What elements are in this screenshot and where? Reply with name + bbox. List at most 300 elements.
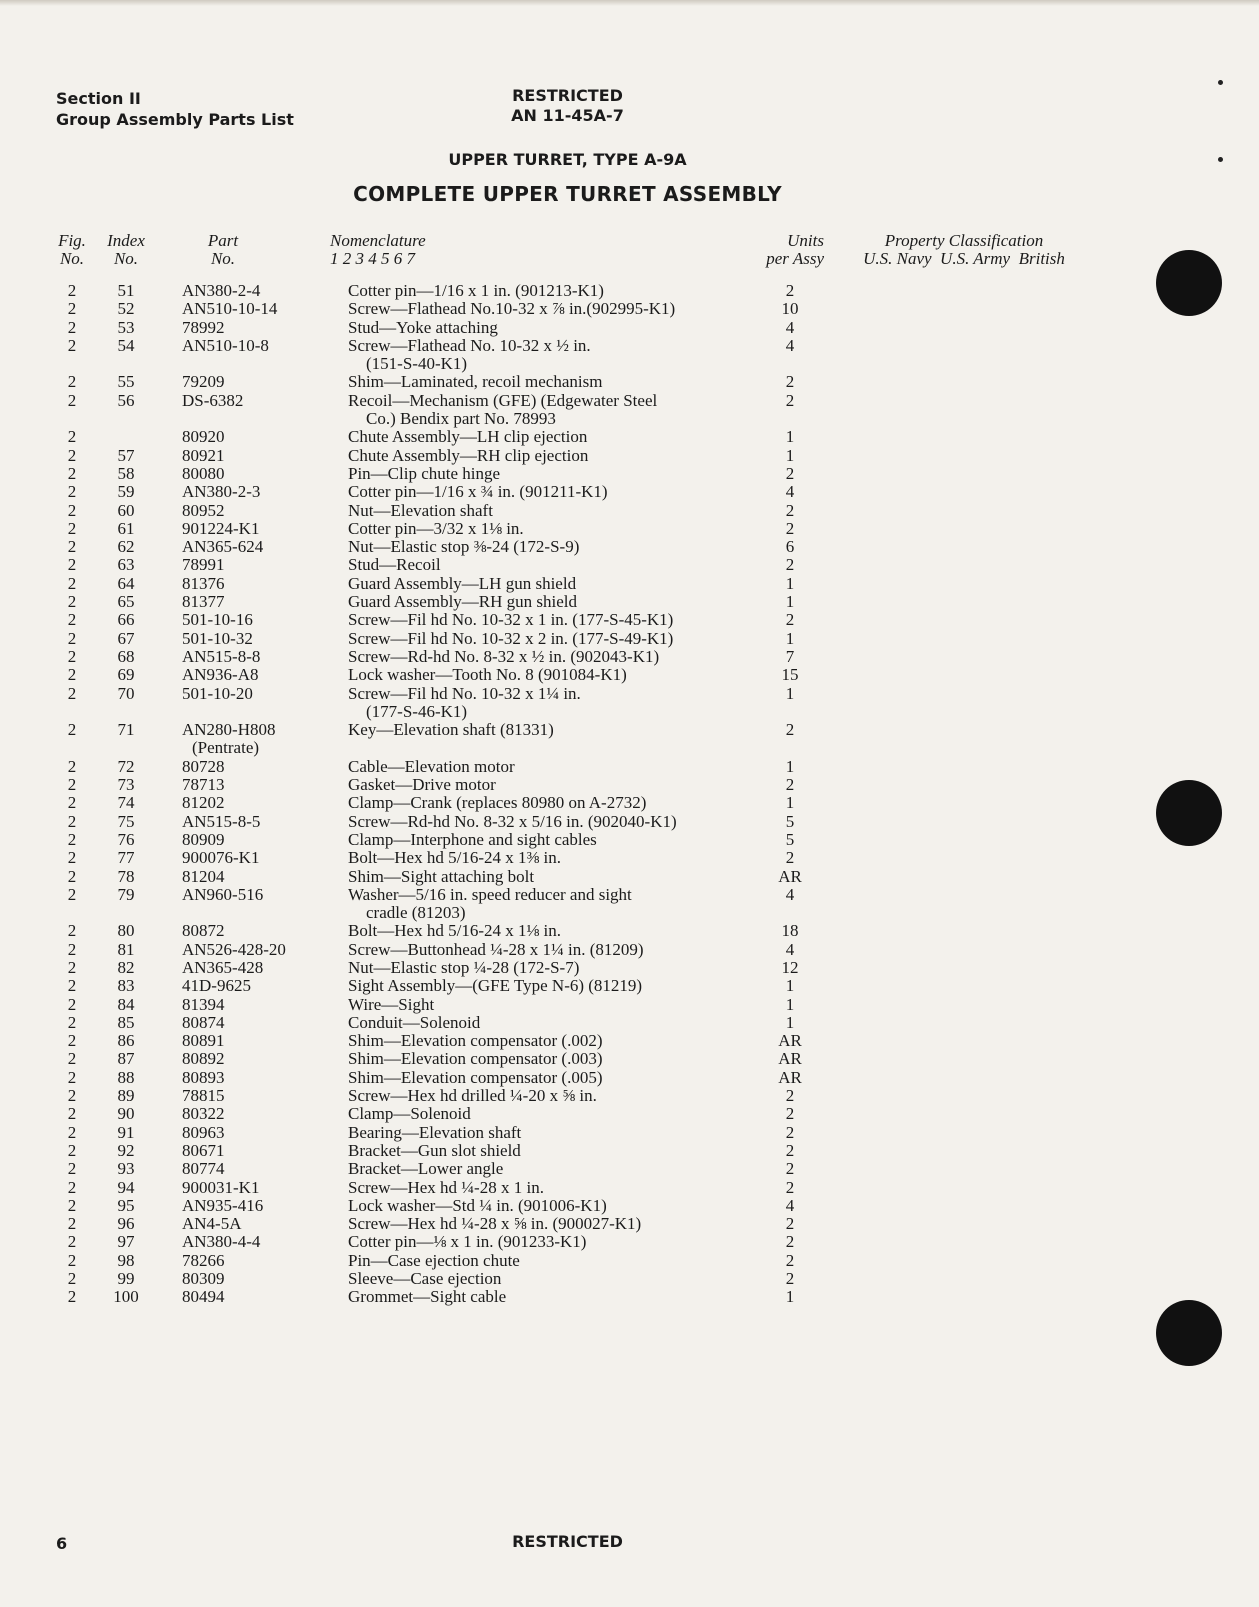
cell-index-no: 54	[117, 335, 135, 355]
cell-index-no: 71	[117, 720, 135, 740]
cell-nomenclature: Screw—Rd-hd No. 8-32 x ½ in. (902043-K1)	[348, 646, 660, 666]
cell-index-no: 60	[117, 500, 135, 520]
table-row	[0, 593, 1259, 611]
cell-index-no: 57	[117, 445, 135, 465]
cell-units-per-assy: 2	[785, 1177, 795, 1197]
table-row	[0, 996, 1259, 1014]
cell-part-no: AN960-516	[182, 884, 264, 904]
cell-part-no: 80909	[182, 829, 225, 849]
cell-units-per-assy: 4	[785, 482, 795, 502]
cell-nomenclature: Grommet—Sight cable	[348, 1287, 507, 1307]
cell-fig-no: 2	[67, 1232, 77, 1252]
cell-index-no: 53	[117, 317, 135, 337]
table-row	[0, 319, 1259, 337]
cell-nomenclature: Pin—Case ejection chute	[348, 1250, 520, 1270]
table-row	[0, 721, 1259, 758]
cell-part-no: 80891	[182, 1031, 225, 1051]
cell-fig-no: 2	[67, 573, 77, 593]
cell-nomenclature: Chute Assembly—LH clip ejection	[348, 427, 588, 447]
cell-nomenclature: Clamp—Solenoid	[348, 1104, 471, 1124]
cell-fig-no: 2	[67, 1287, 77, 1307]
cell-index-no: 78	[117, 866, 135, 886]
cell-part-no: 78991	[182, 555, 225, 575]
group-label: Group Assembly Parts List	[56, 110, 294, 129]
cell-index-no: 92	[117, 1140, 135, 1160]
cell-part-no: AN936-A8	[182, 665, 259, 685]
cell-fig-no: 2	[67, 1122, 77, 1142]
cell-nomenclature: Sight Assembly—(GFE Type N-6) (81219)	[348, 976, 643, 996]
cell-fig-no: 2	[67, 720, 77, 740]
page-number: 6	[56, 1534, 68, 1553]
page-top-edge	[0, 0, 1259, 6]
cell-index-no: 91	[117, 1122, 135, 1142]
cell-index-no: 88	[117, 1067, 135, 1087]
cell-index-no: 77	[117, 848, 135, 868]
table-row	[0, 630, 1259, 648]
cell-part-no: AN380-2-4	[182, 281, 261, 300]
cell-units-per-assy: 1	[785, 1287, 795, 1307]
cell-units-per-assy: 2	[785, 1140, 795, 1160]
cell-nomenclature: Screw—Buttonhead ¼-28 x 1¼ in. (81209)	[348, 939, 644, 959]
cell-index-no: 81	[117, 939, 135, 959]
cell-part-no: 80892	[182, 1049, 225, 1069]
cell-fig-no: 2	[67, 665, 77, 685]
table-row	[0, 1014, 1259, 1032]
cell-fig-no: 2	[67, 1049, 77, 1069]
cell-index-no: 97	[117, 1232, 135, 1252]
cell-fig-no: 2	[67, 866, 77, 886]
cell-part-no: 81394	[182, 994, 225, 1014]
table-row	[0, 556, 1259, 574]
cell-units-per-assy: 1	[785, 427, 795, 447]
cell-fig-no: 2	[67, 775, 77, 795]
cell-nomenclature: Cable—Elevation motor	[348, 756, 515, 776]
cell-index-no: 86	[117, 1031, 135, 1051]
table-row	[0, 1124, 1259, 1142]
cell-nomenclature: Bolt—Hex hd 5/16-24 x 1⅛ in.	[348, 921, 561, 941]
column-header-units	[740, 232, 824, 268]
cell-fig-no: 2	[67, 427, 77, 447]
cell-nomenclature-continued: Co.) Bendix part No. 78993	[366, 409, 556, 429]
table-row	[0, 1215, 1259, 1233]
cell-nomenclature: Screw—Fil hd No. 10-32 x 2 in. (177-S-49-K1)	[348, 628, 674, 648]
cell-fig-no: 2	[67, 518, 77, 538]
cell-nomenclature: Screw—Hex hd ¼-28 x ⅝ in. (900027-K1)	[348, 1214, 642, 1234]
cell-fig-no: 2	[67, 1067, 77, 1087]
cell-nomenclature: Screw—Hex hd drilled ¼-20 x ⅝ in.	[348, 1086, 597, 1106]
cell-nomenclature: Gasket—Drive motor	[348, 775, 496, 795]
cell-units-per-assy: 2	[785, 775, 795, 795]
cell-units-per-assy: 2	[785, 463, 795, 483]
cell-nomenclature: Chute Assembly—RH clip ejection	[348, 445, 589, 465]
cell-nomenclature: Cotter pin—1/16 x 1 in. (901213-K1)	[348, 281, 604, 300]
cell-fig-no: 2	[67, 811, 77, 831]
cell-units-per-assy: AR	[778, 1067, 802, 1087]
cell-nomenclature: Screw—Fil hd No. 10-32 x 1¼ in.	[348, 683, 581, 703]
cell-index-no: 93	[117, 1159, 135, 1179]
column-header-units-line2: per Assy	[766, 249, 824, 268]
cell-part-no: 78992	[182, 317, 225, 337]
table-row	[0, 1069, 1259, 1087]
table-row	[0, 447, 1259, 465]
cell-units-per-assy: 2	[785, 1086, 795, 1106]
table-row	[0, 1142, 1259, 1160]
cell-part-no: 80921	[182, 445, 225, 465]
table-row	[0, 648, 1259, 666]
cell-units-per-assy: 2	[785, 1214, 795, 1234]
column-header-nomenclature-line2: 1 2 3 4 5 6 7	[330, 249, 415, 268]
cell-units-per-assy: 1	[785, 976, 795, 996]
table-row	[0, 1252, 1259, 1270]
table-row	[0, 941, 1259, 959]
cell-units-per-assy: 2	[785, 610, 795, 630]
cell-fig-no: 2	[67, 683, 77, 703]
cell-nomenclature: Guard Assembly—RH gun shield	[348, 592, 578, 612]
cell-units-per-assy: 15	[781, 665, 799, 685]
cell-part-no: 80309	[182, 1269, 225, 1289]
cell-units-per-assy: 1	[785, 793, 795, 813]
cell-part-no: AN515-8-5	[182, 811, 261, 831]
cell-fig-no: 2	[67, 628, 77, 648]
cell-fig-no: 2	[67, 610, 77, 630]
cell-nomenclature: Cotter pin—⅛ x 1 in. (901233-K1)	[348, 1232, 587, 1252]
cell-nomenclature: Nut—Elastic stop ¼-28 (172-S-7)	[348, 957, 580, 977]
cell-part-no: 80080	[182, 463, 225, 483]
table-row	[0, 392, 1259, 429]
cell-nomenclature: Lock washer—Tooth No. 8 (901084-K1)	[348, 665, 627, 685]
cell-fig-no: 2	[67, 1269, 77, 1289]
cell-units-per-assy: AR	[778, 1031, 802, 1051]
column-header-part-line2: No.	[210, 249, 236, 268]
cell-part-no: AN510-10-14	[182, 299, 278, 319]
cell-units-per-assy: 6	[785, 537, 795, 557]
cell-fig-no: 2	[67, 537, 77, 557]
binder-hole-bottom	[1156, 1300, 1222, 1366]
cell-fig-no: 2	[67, 1159, 77, 1179]
cell-part-no: AN510-10-8	[182, 335, 269, 355]
cell-index-no: 63	[117, 555, 135, 575]
cell-nomenclature: Stud—Yoke attaching	[348, 317, 498, 337]
cell-fig-no: 2	[67, 1214, 77, 1234]
cell-index-no: 72	[117, 756, 135, 776]
column-header-property-line2: U.S. Navy U.S. Army British	[863, 249, 1065, 268]
cell-nomenclature: Screw—Fil hd No. 10-32 x 1 in. (177-S-45-K1)	[348, 610, 674, 630]
cell-part-no: AN380-2-3	[182, 482, 261, 502]
column-header-nomenclature-line1: Nomenclature	[330, 231, 426, 250]
cell-part-no: AN380-4-4	[182, 1232, 261, 1252]
cell-part-no: 81202	[182, 793, 225, 813]
cell-units-per-assy: 1	[785, 573, 795, 593]
cell-part-no: 80671	[182, 1140, 225, 1160]
cell-part-no: 80774	[182, 1159, 225, 1179]
cell-part-no: AN280-H808	[182, 720, 276, 740]
cell-index-no: 61	[117, 518, 135, 538]
cell-units-per-assy: 2	[785, 1250, 795, 1270]
cell-units-per-assy: 2	[785, 390, 795, 410]
table-row	[0, 373, 1259, 391]
cell-index-no: 87	[117, 1049, 135, 1069]
cell-index-no: 76	[117, 829, 135, 849]
cell-index-no: 67	[117, 628, 135, 648]
table-row	[0, 666, 1259, 684]
cell-units-per-assy: 7	[785, 646, 795, 666]
cell-units-per-assy: 1	[785, 592, 795, 612]
cell-units-per-assy: 2	[785, 372, 795, 392]
table-row	[0, 849, 1259, 867]
cell-part-no: 501-10-32	[182, 628, 253, 648]
table-row	[0, 300, 1259, 318]
cell-part-no: 80920	[182, 427, 225, 447]
cell-part-no: 41D-9625	[182, 976, 251, 996]
cell-units-per-assy: 1	[785, 994, 795, 1014]
column-header-nomenclature	[330, 232, 426, 268]
cell-index-no: 69	[117, 665, 135, 685]
cell-part-no-note: (Pentrate)	[192, 738, 260, 758]
column-header-part	[196, 232, 250, 268]
cell-index-no: 51	[117, 281, 135, 300]
table-row	[0, 1105, 1259, 1123]
column-header-fig-line1: Fig.	[58, 231, 86, 250]
cell-units-per-assy: 2	[785, 281, 795, 300]
cell-fig-no: 2	[67, 1104, 77, 1124]
cell-fig-no: 2	[67, 482, 77, 502]
cell-part-no: 78713	[182, 775, 225, 795]
table-row	[0, 1179, 1259, 1197]
cell-fig-no: 2	[67, 445, 77, 465]
cell-part-no: 80874	[182, 1012, 225, 1032]
cell-part-no: 81376	[182, 573, 225, 593]
cell-units-per-assy: 2	[785, 518, 795, 538]
cell-fig-no: 2	[67, 976, 77, 996]
cell-part-no: 80872	[182, 921, 225, 941]
cell-units-per-assy: 4	[785, 884, 795, 904]
cell-nomenclature: Lock washer—Std ¼ in. (901006-K1)	[348, 1195, 607, 1215]
cell-part-no: 80494	[182, 1287, 225, 1307]
cell-nomenclature: Screw—Flathead No.10-32 x ⅞ in.(902995-K1)	[348, 299, 676, 319]
cell-fig-no: 2	[67, 500, 77, 520]
cell-index-no: 80	[117, 921, 135, 941]
cell-nomenclature: Key—Elevation shaft (81331)	[348, 720, 554, 740]
cell-nomenclature: Bracket—Gun slot shield	[348, 1140, 521, 1160]
cell-fig-no: 2	[67, 1140, 77, 1160]
table-row	[0, 465, 1259, 483]
cell-nomenclature: Pin—Clip chute hinge	[348, 463, 501, 483]
cell-part-no: 80952	[182, 500, 225, 520]
cell-units-per-assy: 2	[785, 720, 795, 740]
cell-part-no: AN365-624	[182, 537, 264, 557]
cell-index-no: 84	[117, 994, 135, 1014]
cell-index-no: 70	[117, 683, 135, 703]
cell-index-no: 55	[117, 372, 135, 392]
cell-fig-no: 2	[67, 592, 77, 612]
cell-nomenclature: Cotter pin—3/32 x 1⅛ in.	[348, 518, 524, 538]
cell-fig-no: 2	[67, 848, 77, 868]
cell-nomenclature-continued: cradle (81203)	[366, 903, 466, 923]
cell-part-no: 900031-K1	[182, 1177, 260, 1197]
cell-units-per-assy: 2	[785, 848, 795, 868]
cell-fig-no: 2	[67, 372, 77, 392]
cell-units-per-assy: 2	[785, 1159, 795, 1179]
column-header-part-line1: Part	[207, 231, 239, 250]
cell-part-no: AN526-428-20	[182, 939, 286, 959]
cell-fig-no: 2	[67, 299, 77, 319]
cell-fig-no: 2	[67, 793, 77, 813]
cell-units-per-assy: 1	[785, 445, 795, 465]
cell-units-per-assy: 2	[785, 500, 795, 520]
table-row	[0, 831, 1259, 849]
document-number: AN 11-45A-7	[511, 106, 624, 125]
parts-list-table	[0, 282, 1259, 1307]
cell-index-no: 99	[117, 1269, 135, 1289]
cell-units-per-assy: 2	[785, 1122, 795, 1142]
cell-index-no: 66	[117, 610, 135, 630]
cell-part-no: 501-10-16	[182, 610, 253, 630]
cell-fig-no: 2	[67, 646, 77, 666]
cell-fig-no: 2	[67, 957, 77, 977]
table-row	[0, 575, 1259, 593]
cell-index-no: 96	[117, 1214, 135, 1234]
cell-index-no: 74	[117, 793, 135, 813]
cell-fig-no: 2	[67, 994, 77, 1014]
table-row	[0, 922, 1259, 940]
column-header-fig	[55, 232, 89, 268]
cell-fig-no: 2	[67, 1195, 77, 1215]
speck-mark	[1218, 80, 1223, 85]
cell-nomenclature: Nut—Elastic stop ⅜-24 (172-S-9)	[348, 537, 580, 557]
cell-units-per-assy: AR	[778, 866, 802, 886]
cell-part-no: 81377	[182, 592, 225, 612]
cell-fig-no: 2	[67, 281, 77, 300]
cell-units-per-assy: 5	[785, 811, 795, 831]
cell-index-no: 95	[117, 1195, 135, 1215]
table-row	[0, 611, 1259, 629]
restricted-label: RESTRICTED	[512, 86, 623, 105]
cell-index-no: 100	[113, 1287, 139, 1307]
cell-fig-no: 2	[67, 1031, 77, 1051]
column-header-fig-line2: No.	[59, 249, 85, 268]
table-row	[0, 1087, 1259, 1105]
cell-index-no: 75	[117, 811, 135, 831]
cell-part-no: 501-10-20	[182, 683, 253, 703]
cell-units-per-assy: 12	[781, 957, 799, 977]
classification-header	[0, 86, 1135, 126]
column-header-property-line1: Property Classification	[884, 231, 1044, 250]
cell-part-no: AN4-5A	[182, 1214, 242, 1234]
cell-index-no: 58	[117, 463, 135, 483]
table-row	[0, 794, 1259, 812]
cell-index-no: 79	[117, 884, 135, 904]
cell-index-no: 64	[117, 573, 135, 593]
table-row	[0, 886, 1259, 923]
cell-index-no: 83	[117, 976, 135, 996]
cell-part-no: 80728	[182, 756, 225, 776]
table-row	[0, 1197, 1259, 1215]
cell-nomenclature: Shim—Laminated, recoil mechanism	[348, 372, 603, 392]
cell-nomenclature: Shim—Elevation compensator (.002)	[348, 1031, 603, 1051]
table-row	[0, 483, 1259, 501]
column-header-units-line1: Units	[787, 231, 824, 250]
table-row	[0, 977, 1259, 995]
table-row	[0, 282, 1259, 300]
section-label: Section II	[56, 89, 141, 108]
cell-index-no: 52	[117, 299, 135, 319]
cell-nomenclature: Shim—Sight attaching bolt	[348, 866, 535, 886]
cell-index-no: 65	[117, 592, 135, 612]
cell-units-per-assy: 2	[785, 1269, 795, 1289]
cell-part-no: 79209	[182, 372, 225, 392]
cell-nomenclature: Clamp—Interphone and sight cables	[348, 829, 597, 849]
cell-nomenclature: Washer—5/16 in. speed reducer and sight	[348, 884, 632, 904]
page-title: COMPLETE UPPER TURRET ASSEMBLY	[353, 182, 782, 206]
column-header-property	[834, 232, 1094, 268]
cell-fig-no: 2	[67, 390, 77, 410]
cell-index-no: 98	[117, 1250, 135, 1270]
cell-fig-no: 2	[67, 939, 77, 959]
cell-fig-no: 2	[67, 756, 77, 776]
cell-nomenclature: Shim—Elevation compensator (.003)	[348, 1049, 603, 1069]
cell-nomenclature: Bolt—Hex hd 5/16-24 x 1⅜ in.	[348, 848, 561, 868]
cell-units-per-assy: 1	[785, 683, 795, 703]
cell-nomenclature: Bracket—Lower angle	[348, 1159, 504, 1179]
cell-fig-no: 2	[67, 555, 77, 575]
cell-fig-no: 2	[67, 884, 77, 904]
table-row	[0, 1050, 1259, 1068]
cell-units-per-assy: 2	[785, 555, 795, 575]
cell-fig-no: 2	[67, 1012, 77, 1032]
cell-nomenclature: Conduit—Solenoid	[348, 1012, 481, 1032]
cell-nomenclature: Wire—Sight	[348, 994, 435, 1014]
cell-index-no: 59	[117, 482, 135, 502]
cell-units-per-assy: AR	[778, 1049, 802, 1069]
cell-index-no: 56	[117, 390, 135, 410]
footer-restricted-label: RESTRICTED	[512, 1532, 623, 1551]
cell-fig-no: 2	[67, 921, 77, 941]
cell-fig-no: 2	[67, 335, 77, 355]
table-row	[0, 685, 1259, 722]
table-row	[0, 1160, 1259, 1178]
cell-nomenclature: Screw—Hex hd ¼-28 x 1 in.	[348, 1177, 544, 1197]
cell-nomenclature: Nut—Elevation shaft	[348, 500, 493, 520]
cell-nomenclature: Screw—Rd-hd No. 8-32 x 5/16 in. (902040-K1)	[348, 811, 677, 831]
cell-fig-no: 2	[67, 317, 77, 337]
cell-nomenclature: Stud—Recoil	[348, 555, 441, 575]
cell-index-no: 85	[117, 1012, 135, 1032]
table-row	[0, 868, 1259, 886]
cell-nomenclature-continued: (151-S-40-K1)	[366, 354, 468, 374]
cell-index-no: 89	[117, 1086, 135, 1106]
binder-hole-middle	[1156, 780, 1222, 846]
cell-part-no: 80963	[182, 1122, 225, 1142]
cell-nomenclature: Sleeve—Case ejection	[348, 1269, 502, 1289]
cell-part-no: AN365-428	[182, 957, 264, 977]
table-row	[0, 538, 1259, 556]
cell-units-per-assy: 10	[781, 299, 799, 319]
cell-index-no: 90	[117, 1104, 135, 1124]
table-row	[0, 758, 1259, 776]
cell-index-no: 68	[117, 646, 135, 666]
column-header-index	[98, 232, 154, 268]
table-row	[0, 1032, 1259, 1050]
table-row	[0, 337, 1259, 374]
column-header-index-line1: Index	[107, 231, 145, 250]
cell-units-per-assy: 4	[785, 335, 795, 355]
cell-index-no: 62	[117, 537, 135, 557]
cell-units-per-assy: 18	[781, 921, 799, 941]
cell-part-no: 900076-K1	[182, 848, 260, 868]
cell-nomenclature: Clamp—Crank (replaces 80980 on A-2732)	[348, 793, 647, 813]
cell-part-no: AN515-8-8	[182, 646, 261, 666]
cell-units-per-assy: 2	[785, 1104, 795, 1124]
